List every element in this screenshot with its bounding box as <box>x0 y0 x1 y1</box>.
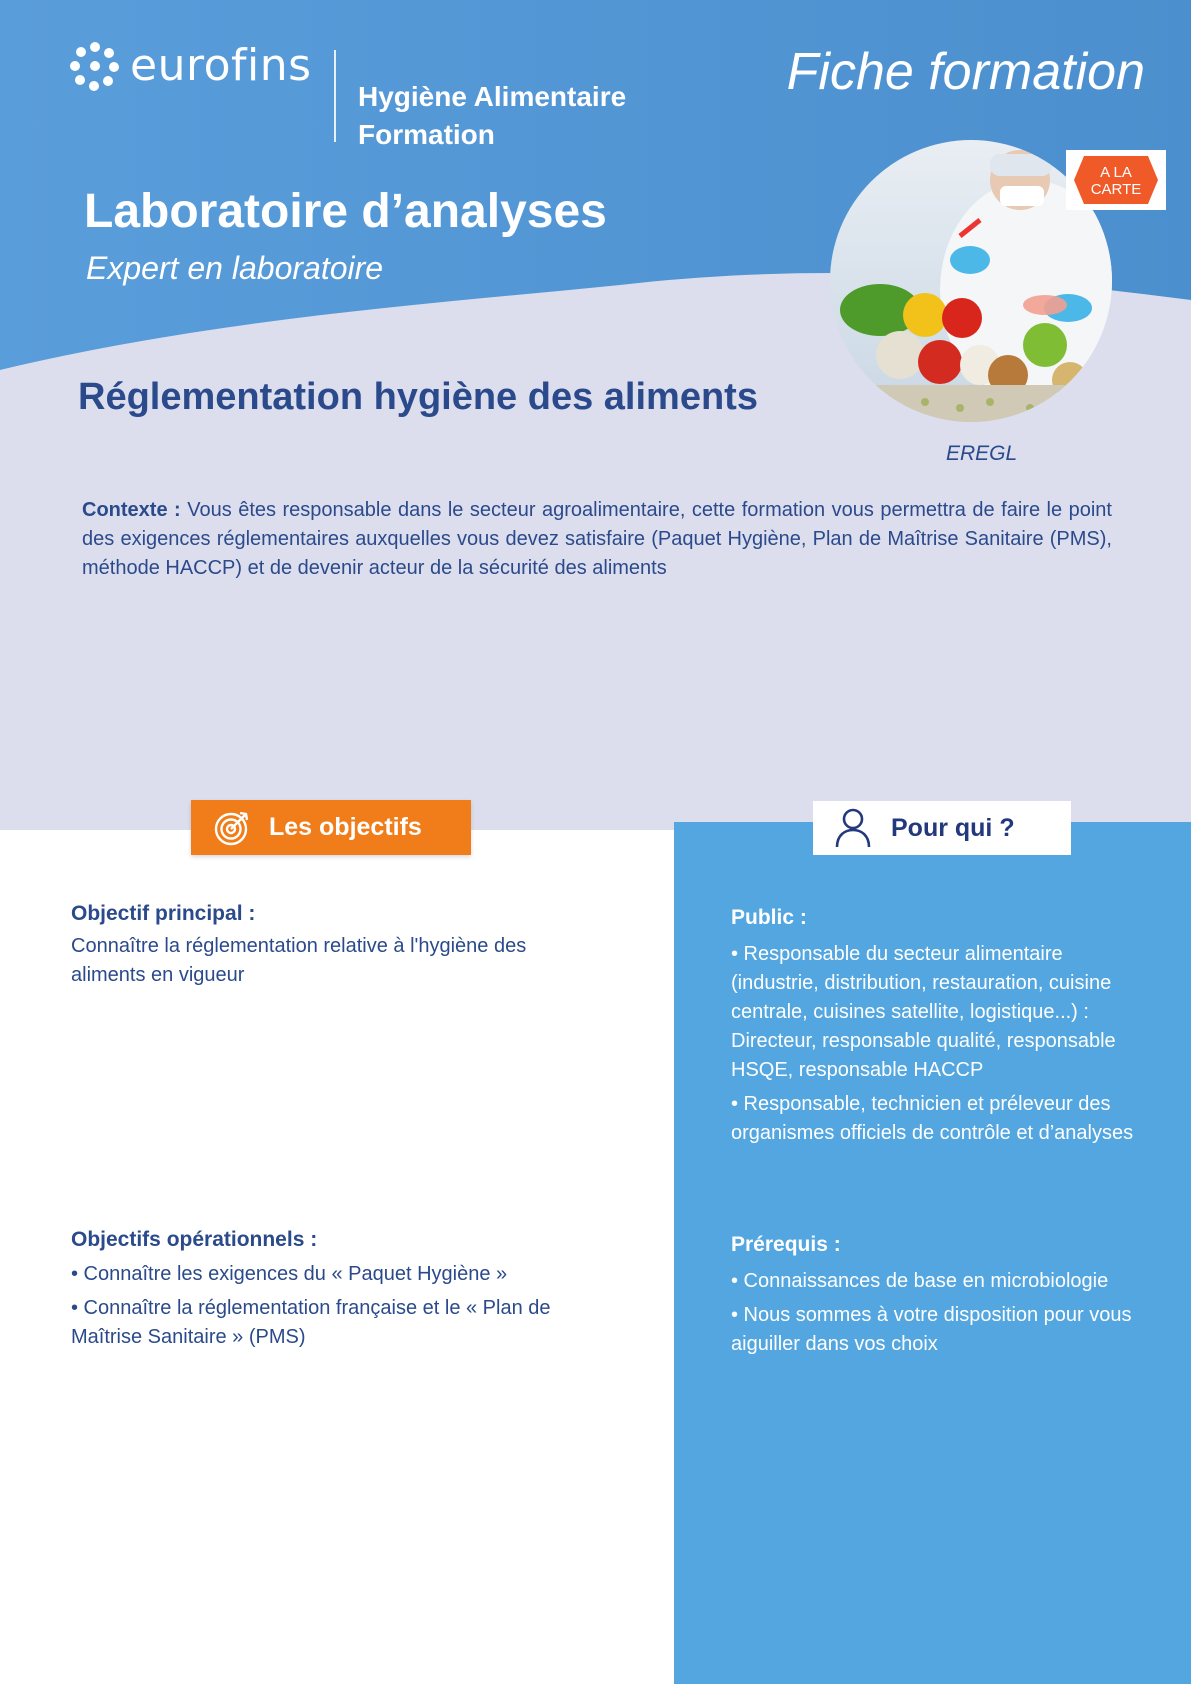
prerequis-label: Prérequis : <box>731 1233 841 1256</box>
target-icon <box>213 809 251 847</box>
course-code: EREGL <box>946 442 1018 465</box>
objectif-principal-section <box>71 902 591 990</box>
person-icon <box>835 807 871 849</box>
pour-qui-header <box>813 801 1071 855</box>
context-label: Contexte : <box>82 499 181 521</box>
prerequis-section <box>731 1233 1151 1359</box>
list-item: • Connaître la réglementation française et le « Plan de Maîtrise Sanitaire » (PMS) <box>71 1297 551 1348</box>
unit-name <box>358 78 626 154</box>
badge-line-1: A LA <box>1100 164 1132 181</box>
page-subtitle: Expert en laboratoire <box>86 250 384 286</box>
unit-line-1: Hygiène Alimentaire <box>358 81 627 112</box>
context-paragraph <box>82 496 1112 583</box>
list-item: • Responsable, technicien et préleveur des organismes officiels de contrôle et d’analyses <box>731 1093 1134 1144</box>
logo-divider <box>334 50 336 142</box>
list-item: • Connaître les exigences du « Paquet Hygiène » <box>71 1263 508 1285</box>
eurofins-logo <box>70 40 312 91</box>
a-la-carte-badge <box>1066 150 1166 210</box>
objectif-principal-text: Connaître la réglementation relative à l'hygiène des aliments en vigueur <box>71 935 527 986</box>
list-item: • Connaissances de base en microbiologie <box>731 1270 1109 1292</box>
objectif-principal-label: Objectif principal : <box>71 902 256 925</box>
public-section <box>731 906 1151 1148</box>
pour-qui-label: Pour qui ? <box>891 813 1015 842</box>
badge-line-2: CARTE <box>1090 181 1142 198</box>
unit-line-2: Formation <box>358 119 495 150</box>
context-text: Vous êtes responsable dans le secteur agroalimentaire, cette formation vous permettra de faire le point des exigences réglementaires auxquelles vous devez satisfaire (Paquet Hygiène, Plan de Maîtrise Sanitaire (PMS), méthode HACCP) et de devenir acteur de la sécurité des aliments <box>82 499 1112 579</box>
list-item: • Responsable du secteur alimentaire (industrie, distribution, restauration, cuisine centrale, cuisines satellite, logistique...) : Directeur, responsable qualité, responsable HSQE, responsable HACCP <box>731 943 1116 1081</box>
course-title: Réglementation hygiène des aliments <box>78 376 758 418</box>
brand-name: eurofins <box>130 40 312 91</box>
objectifs-operationnels-section <box>71 1228 591 1352</box>
objectifs-label: Les objectifs <box>269 813 422 841</box>
page-title: Laboratoire d’analyses <box>84 185 607 238</box>
list-item: • Nous sommes à votre disposition pour vous aiguiller dans vos choix <box>731 1304 1132 1355</box>
doc-type: Fiche formation <box>786 43 1145 101</box>
objectifs-header <box>191 800 471 855</box>
objectifs-operationnels-label: Objectifs opérationnels : <box>71 1228 318 1251</box>
public-label: Public : <box>731 906 807 929</box>
eurofins-dots-icon <box>70 41 120 91</box>
